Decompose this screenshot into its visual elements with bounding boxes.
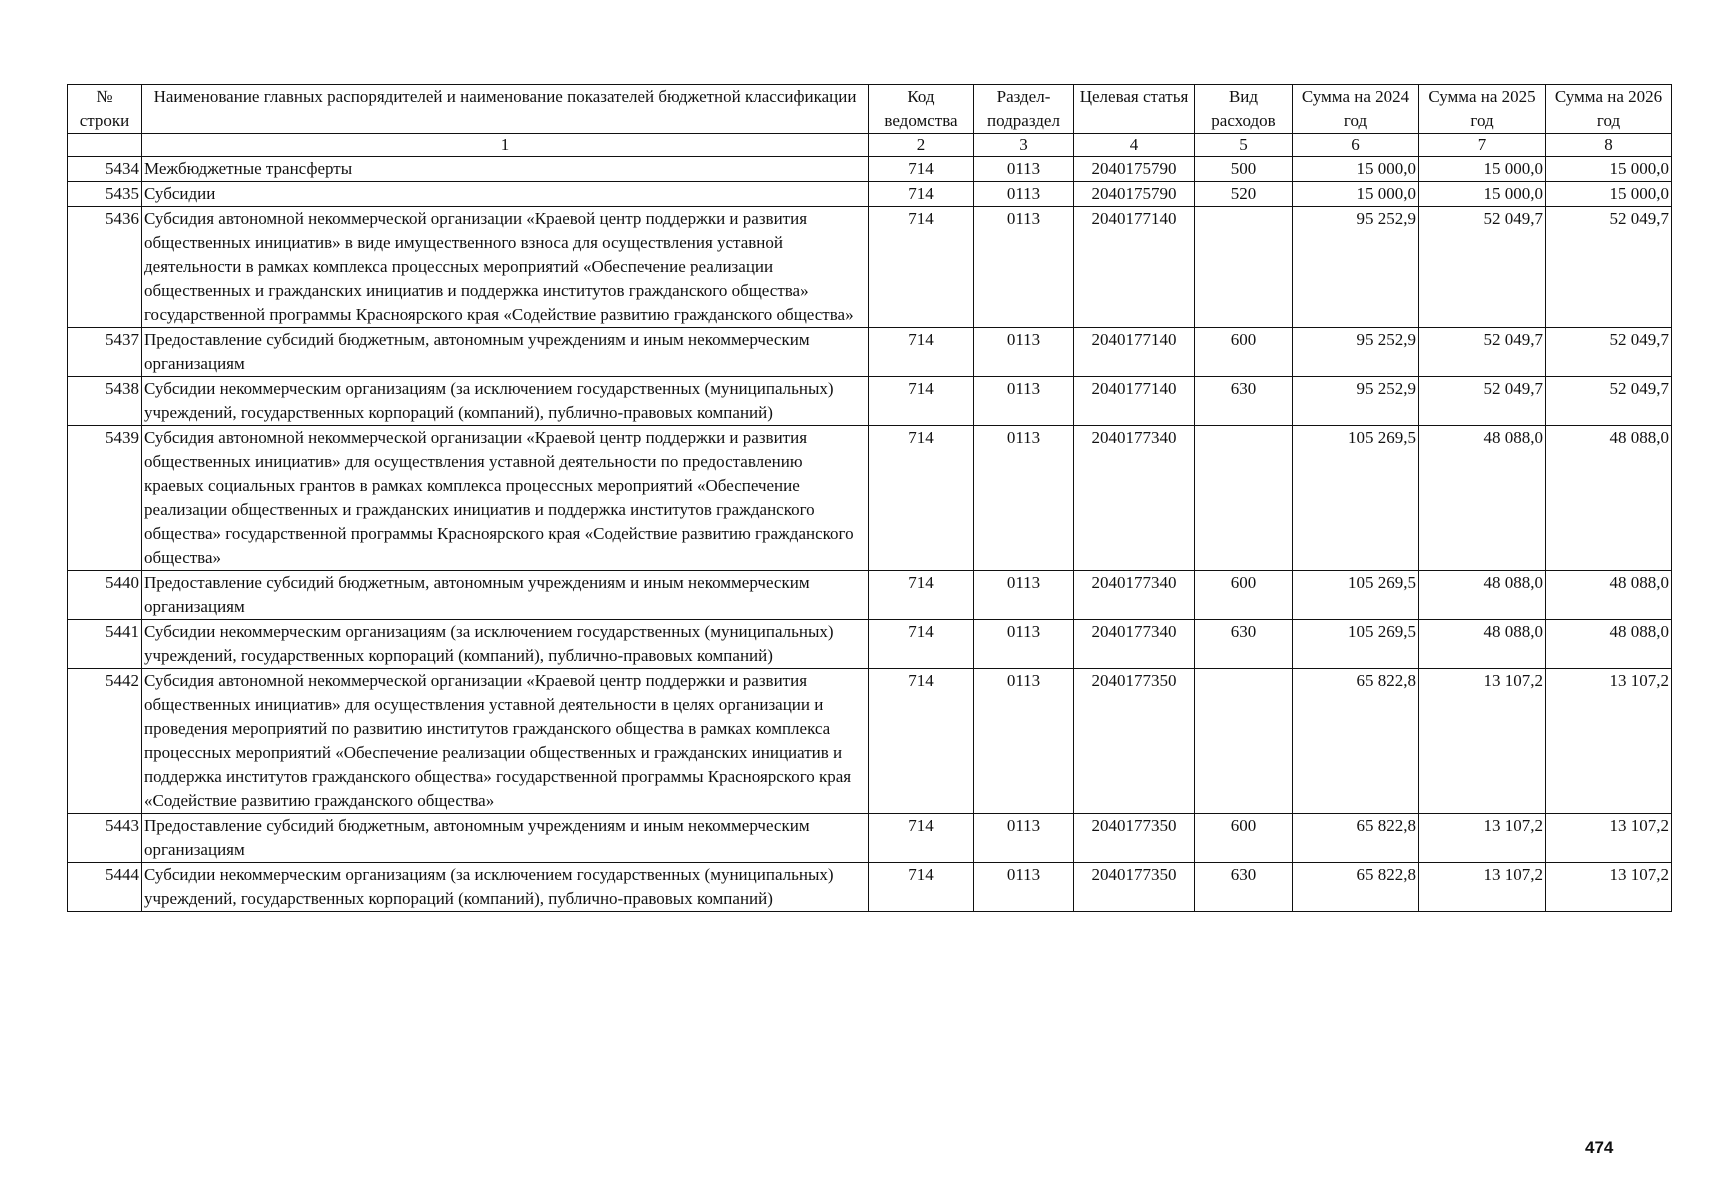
expense-type-cell [1195,669,1293,814]
header-cell-dept-code: Код ведомства [869,85,974,134]
row-name-cell: Субсидии некоммерческим организациям (за исключением государственных (муниципальных) учреждений, государственных корпораций (компаний), публично-правовых компаний) [142,863,869,912]
sum-2026-cell: 52 049,7 [1546,377,1672,426]
sum-2025-cell: 13 107,2 [1419,814,1546,863]
row-name-cell: Межбюджетные трансферты [142,157,869,182]
sum-2025-cell: 52 049,7 [1419,207,1546,328]
header-cell-expense-type: Вид расходов [1195,85,1293,134]
row-number-cell: 5439 [68,426,142,571]
column-number-cell: 8 [1546,134,1672,157]
sum-2026-cell: 52 049,7 [1546,328,1672,377]
dept-code-cell: 714 [869,620,974,669]
expense-type-cell: 630 [1195,377,1293,426]
table-row [68,814,1672,863]
dept-code-cell: 714 [869,377,974,426]
table-row [68,571,1672,620]
sum-2026-cell: 52 049,7 [1546,207,1672,328]
header-cell-sum-2024: Сумма на 2024 год [1293,85,1419,134]
table-row [68,863,1672,912]
row-name-cell: Предоставление субсидий бюджетным, автономным учреждениям и иным некоммерческим организациям [142,814,869,863]
expense-type-cell: 520 [1195,182,1293,207]
expense-type-cell [1195,426,1293,571]
target-item-cell: 2040177340 [1074,426,1195,571]
sum-2024-cell: 105 269,5 [1293,426,1419,571]
dept-code-cell: 714 [869,207,974,328]
sum-2024-cell: 105 269,5 [1293,620,1419,669]
section-cell: 0113 [974,328,1074,377]
sum-2024-cell: 95 252,9 [1293,328,1419,377]
section-cell: 0113 [974,157,1074,182]
target-item-cell: 2040177140 [1074,377,1195,426]
table-row [68,182,1672,207]
header-cell-sum-2025: Сумма на 2025 год [1419,85,1546,134]
section-cell: 0113 [974,814,1074,863]
dept-code-cell: 714 [869,571,974,620]
table-row [68,157,1672,182]
section-cell: 0113 [974,620,1074,669]
row-number-cell: 5437 [68,328,142,377]
column-number-row [68,134,1672,157]
column-number-cell: 1 [142,134,869,157]
expense-type-cell: 630 [1195,620,1293,669]
table-row [68,669,1672,814]
row-number-cell: 5436 [68,207,142,328]
row-number-cell: 5443 [68,814,142,863]
expense-type-cell: 600 [1195,328,1293,377]
sum-2024-cell: 15 000,0 [1293,182,1419,207]
sum-2025-cell: 13 107,2 [1419,669,1546,814]
header-cell-target-item: Целевая статья [1074,85,1195,134]
column-number-cell: 2 [869,134,974,157]
sum-2024-cell: 95 252,9 [1293,207,1419,328]
row-name-cell: Предоставление субсидий бюджетным, автономным учреждениям и иным некоммерческим организациям [142,571,869,620]
page-number: 474 [1585,1138,1614,1157]
header-cell-row-no: № строки [68,85,142,134]
sum-2024-cell: 95 252,9 [1293,377,1419,426]
dept-code-cell: 714 [869,426,974,571]
table-row [68,207,1672,328]
target-item-cell: 2040177140 [1074,207,1195,328]
sum-2024-cell: 65 822,8 [1293,814,1419,863]
header-cell-section: Раздел-подраздел [974,85,1074,134]
target-item-cell: 2040177340 [1074,571,1195,620]
dept-code-cell: 714 [869,669,974,814]
sum-2025-cell: 48 088,0 [1419,620,1546,669]
section-cell: 0113 [974,377,1074,426]
table-row [68,377,1672,426]
sum-2026-cell: 15 000,0 [1546,157,1672,182]
section-cell: 0113 [974,669,1074,814]
dept-code-cell: 714 [869,814,974,863]
column-number-cell [68,134,142,157]
table-body [68,157,1672,912]
sum-2026-cell: 13 107,2 [1546,814,1672,863]
sum-2025-cell: 52 049,7 [1419,328,1546,377]
row-number-cell: 5438 [68,377,142,426]
sum-2025-cell: 13 107,2 [1419,863,1546,912]
column-number-cell: 7 [1419,134,1546,157]
sum-2025-cell: 48 088,0 [1419,426,1546,571]
expense-type-cell [1195,207,1293,328]
target-item-cell: 2040177340 [1074,620,1195,669]
row-number-cell: 5444 [68,863,142,912]
expense-type-cell: 500 [1195,157,1293,182]
row-name-cell: Субсидии некоммерческим организациям (за исключением государственных (муниципальных) учреждений, государственных корпораций (компаний), публично-правовых компаний) [142,377,869,426]
row-number-cell: 5442 [68,669,142,814]
column-number-cell: 6 [1293,134,1419,157]
sum-2025-cell: 15 000,0 [1419,157,1546,182]
section-cell: 0113 [974,863,1074,912]
sum-2025-cell: 52 049,7 [1419,377,1546,426]
section-cell: 0113 [974,571,1074,620]
budget-table [67,84,1672,912]
section-cell: 0113 [974,182,1074,207]
sum-2024-cell: 15 000,0 [1293,157,1419,182]
table-row [68,328,1672,377]
sum-2025-cell: 48 088,0 [1419,571,1546,620]
row-name-cell: Субсидии некоммерческим организациям (за исключением государственных (муниципальных) учреждений, государственных корпораций (компаний), публично-правовых компаний) [142,620,869,669]
expense-type-cell: 600 [1195,571,1293,620]
dept-code-cell: 714 [869,328,974,377]
expense-type-cell: 630 [1195,863,1293,912]
sum-2024-cell: 65 822,8 [1293,669,1419,814]
column-number-cell: 5 [1195,134,1293,157]
target-item-cell: 2040175790 [1074,157,1195,182]
sum-2026-cell: 48 088,0 [1546,571,1672,620]
row-name-cell: Субсидии [142,182,869,207]
row-name-cell: Предоставление субсидий бюджетным, автономным учреждениям и иным некоммерческим организациям [142,328,869,377]
table-row [68,620,1672,669]
sum-2025-cell: 15 000,0 [1419,182,1546,207]
sum-2024-cell: 105 269,5 [1293,571,1419,620]
header-row [68,85,1672,134]
sum-2026-cell: 13 107,2 [1546,863,1672,912]
row-number-cell: 5434 [68,157,142,182]
row-number-cell: 5435 [68,182,142,207]
dept-code-cell: 714 [869,863,974,912]
sum-2026-cell: 15 000,0 [1546,182,1672,207]
section-cell: 0113 [974,426,1074,571]
header-cell-name: Наименование главных распорядителей и наименование показателей бюджетной классификации [142,85,869,134]
header-cell-sum-2026: Сумма на 2026 год [1546,85,1672,134]
section-cell: 0113 [974,207,1074,328]
row-name-cell: Субсидия автономной некоммерческой организации «Краевой центр поддержки и развития общественных инициатив» для осуществления уставной деятельности по предоставлению краевых социальных грантов в рамках комплекса процессных мероприятий «Обеспечение реализации общественных и гражданских инициатив и поддержка институтов гражданского общества» государственной программы Красноярского края «Содействие развитию гражданского общества» [142,426,869,571]
target-item-cell: 2040175790 [1074,182,1195,207]
row-name-cell: Субсидия автономной некоммерческой организации «Краевой центр поддержки и развития общественных инициатив» для осуществления уставной деятельности в целях организации и проведения мероприятий по развитию институтов гражданского общества в рамках комплекса процессных мероприятий «Обеспечение реализации общественных и гражданских инициатив и поддержка институтов гражданского общества» государственной программы Красноярского края «Содействие развитию гражданского общества» [142,669,869,814]
sum-2026-cell: 48 088,0 [1546,426,1672,571]
sum-2026-cell: 48 088,0 [1546,620,1672,669]
target-item-cell: 2040177350 [1074,814,1195,863]
table-row [68,426,1672,571]
target-item-cell: 2040177350 [1074,863,1195,912]
target-item-cell: 2040177350 [1074,669,1195,814]
dept-code-cell: 714 [869,182,974,207]
dept-code-cell: 714 [869,157,974,182]
row-number-cell: 5440 [68,571,142,620]
sum-2024-cell: 65 822,8 [1293,863,1419,912]
row-name-cell: Субсидия автономной некоммерческой организации «Краевой центр поддержки и развития общественных инициатив» в виде имущественного взноса для осуществления уставной деятельности в рамках комплекса процессных мероприятий «Обеспечение реализации общественных и гражданских инициатив и поддержка институтов гражданского общества» государственной программы Красноярского края «Содействие развитию гражданского общества» [142,207,869,328]
target-item-cell: 2040177140 [1074,328,1195,377]
row-number-cell: 5441 [68,620,142,669]
expense-type-cell: 600 [1195,814,1293,863]
column-number-cell: 3 [974,134,1074,157]
sum-2026-cell: 13 107,2 [1546,669,1672,814]
column-number-cell: 4 [1074,134,1195,157]
